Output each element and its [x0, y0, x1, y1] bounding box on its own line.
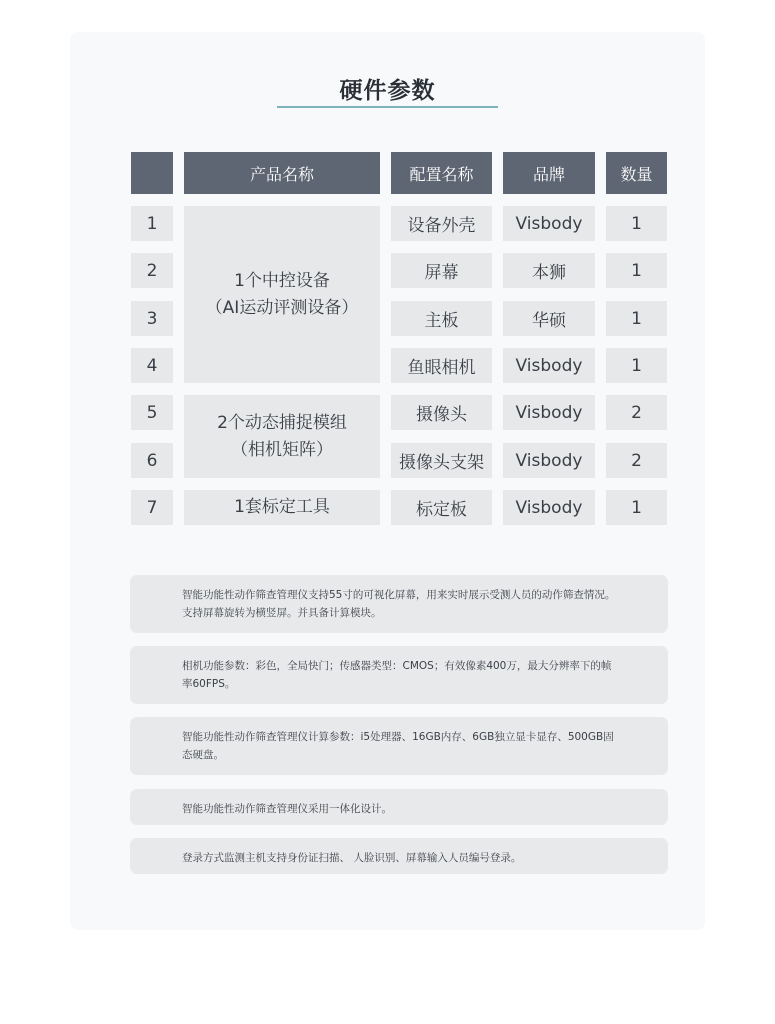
product-name-line1: 1个中控设备 — [234, 270, 330, 291]
header-cell-product: 产品名称 — [184, 152, 380, 194]
config-cell: 鱼眼相机 — [391, 348, 492, 383]
page-title: 硬件参数 — [339, 78, 436, 104]
brand-cell: Visbody — [503, 395, 595, 430]
product-name-line1: 1套标定工具 — [234, 497, 330, 517]
brand-cell: 本狮 — [503, 253, 595, 288]
brand-cell: Visbody — [503, 490, 595, 525]
config-cell: 摄像头 — [391, 395, 492, 430]
quantity-cell: 2 — [606, 395, 667, 430]
config-cell: 设备外壳 — [391, 206, 492, 241]
product-name-line1: 2个动态捕捉模组 — [217, 412, 347, 433]
product-name-line2: （相机矩阵） — [231, 439, 333, 460]
header-cell-brand: 品牌 — [503, 152, 595, 194]
quantity-cell: 1 — [606, 206, 667, 241]
config-cell: 摄像头支架 — [391, 443, 492, 478]
product-cell-motion-capture — [184, 395, 380, 478]
config-cell: 标定板 — [391, 490, 492, 525]
note-screen: 智能功能性动作筛查管理仪支持55寸的可视化屏幕，用来实时展示受测人员的动作筛查情况。支持屏幕旋转为横竖屏。并具备计算模块。 — [130, 575, 668, 633]
brand-cell: Visbody — [503, 348, 595, 383]
product-cell-calibration — [184, 490, 380, 525]
row-index-cell: 5 — [131, 395, 173, 430]
config-cell: 屏幕 — [391, 253, 492, 288]
note-design: 智能功能性动作筛查管理仪采用一体化设计。 — [130, 789, 668, 825]
quantity-cell: 1 — [606, 348, 667, 383]
row-index-cell: 4 — [131, 348, 173, 383]
brand-cell: Visbody — [503, 206, 595, 241]
row-index-cell: 7 — [131, 490, 173, 525]
brand-cell: 华硕 — [503, 301, 595, 336]
row-index-cell: 3 — [131, 301, 173, 336]
quantity-cell: 1 — [606, 253, 667, 288]
quantity-cell: 2 — [606, 443, 667, 478]
quantity-cell: 1 — [606, 301, 667, 336]
note-compute: 智能功能性动作筛查管理仪计算参数：i5处理器、16GB内存、6GB独立显卡显存、500GB固态硬盘。 — [130, 717, 668, 775]
product-cell-central-control — [184, 206, 380, 383]
header-cell-index — [131, 152, 173, 194]
row-index-cell: 1 — [131, 206, 173, 241]
row-index-cell: 6 — [131, 443, 173, 478]
note-login: 登录方式监测主机支持身份证扫描、 人脸识别、屏幕输入人员编号登录。 — [130, 838, 668, 874]
note-camera: 相机功能参数：彩色，全局快门；传感器类型：CMOS；有效像素400万，最大分辨率下的帧率60FPS。 — [130, 646, 668, 704]
header-cell-config: 配置名称 — [391, 152, 492, 194]
config-cell: 主板 — [391, 301, 492, 336]
product-name-line2: （AI运动评测设备） — [205, 297, 359, 318]
row-index-cell: 2 — [131, 253, 173, 288]
brand-cell: Visbody — [503, 443, 595, 478]
header-cell-quantity: 数量 — [606, 152, 667, 194]
quantity-cell: 1 — [606, 490, 667, 525]
title-underline — [277, 106, 498, 108]
